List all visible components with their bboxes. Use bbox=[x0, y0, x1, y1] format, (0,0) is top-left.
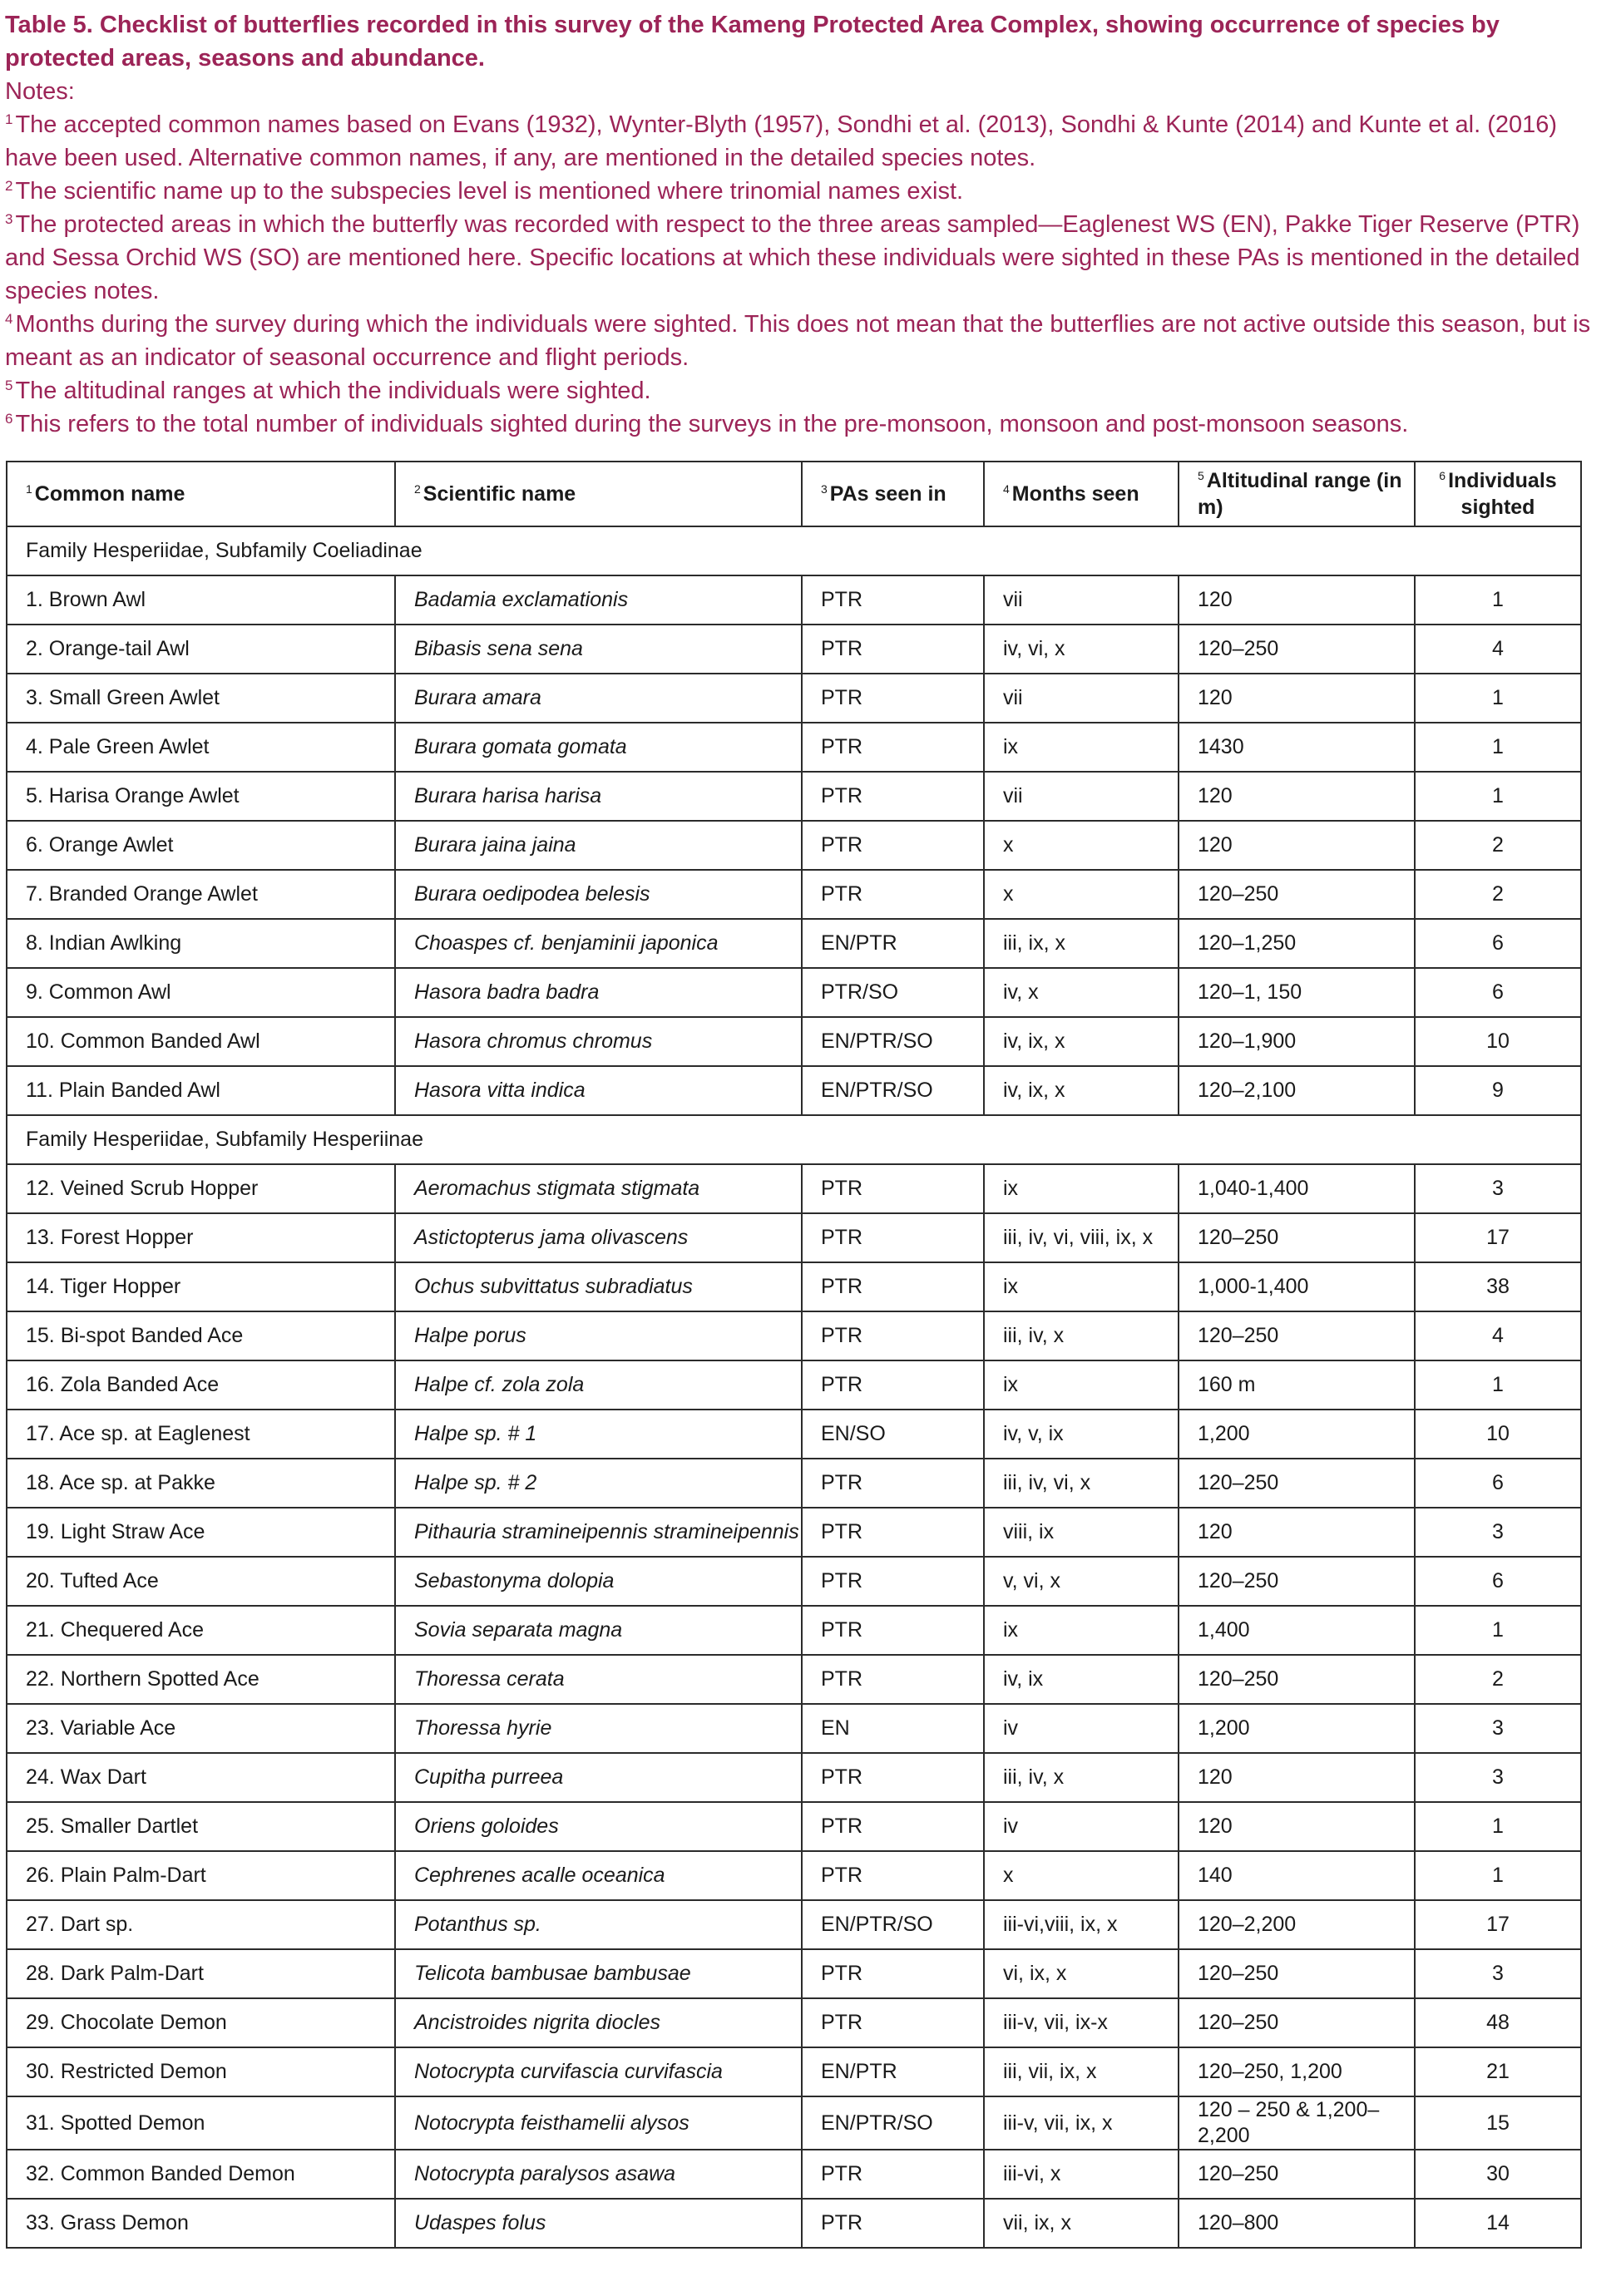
months-cell: iii-v, vii, ix, x bbox=[984, 2096, 1179, 2150]
table-row bbox=[7, 723, 1581, 772]
months-cell: iii-v, vii, ix-x bbox=[984, 1998, 1179, 2047]
table-header-row bbox=[7, 462, 1581, 526]
note-superscript: 3 bbox=[5, 211, 13, 227]
protected-areas-cell: PTR bbox=[802, 870, 984, 919]
common-name-cell: 25. Smaller Dartlet bbox=[7, 1802, 395, 1851]
months-cell: ix bbox=[984, 1262, 1179, 1311]
months-cell: iv bbox=[984, 1802, 1179, 1851]
scientific-name-cell: Bibasis sena sena bbox=[395, 625, 802, 674]
months-cell: vi, ix, x bbox=[984, 1949, 1179, 1998]
table-row bbox=[7, 1753, 1581, 1802]
protected-areas-cell: EN/PTR/SO bbox=[802, 1900, 984, 1949]
table-row bbox=[7, 1164, 1581, 1213]
months-cell: v, vi, x bbox=[984, 1557, 1179, 1606]
table-row bbox=[7, 1066, 1581, 1115]
protected-areas-cell: PTR bbox=[802, 1360, 984, 1410]
header-label: Common name bbox=[34, 482, 185, 506]
table-row bbox=[7, 1949, 1581, 1998]
altitude-cell: 140 bbox=[1179, 1851, 1415, 1900]
scientific-name-cell: Notocrypta feisthamelii alysos bbox=[395, 2096, 802, 2150]
individuals-cell: 6 bbox=[1415, 1459, 1581, 1508]
altitude-cell: 120 bbox=[1179, 821, 1415, 870]
common-name-cell: 14. Tiger Hopper bbox=[7, 1262, 395, 1311]
protected-areas-cell: EN/PTR/SO bbox=[802, 1066, 984, 1115]
table-row bbox=[7, 1262, 1581, 1311]
individuals-cell: 9 bbox=[1415, 1066, 1581, 1115]
table-row bbox=[7, 2047, 1581, 2096]
altitude-cell: 1430 bbox=[1179, 723, 1415, 772]
common-name-cell: 2. Orange-tail Awl bbox=[7, 625, 395, 674]
scientific-name-cell: Burara jaina jaina bbox=[395, 821, 802, 870]
months-cell: x bbox=[984, 1851, 1179, 1900]
months-cell: iv, ix, x bbox=[984, 1017, 1179, 1066]
scientific-name-cell: Cephrenes acalle oceanica bbox=[395, 1851, 802, 1900]
scientific-name-cell: Halpe porus bbox=[395, 1311, 802, 1360]
months-cell: iv, ix bbox=[984, 1655, 1179, 1704]
altitude-cell: 1,040-1,400 bbox=[1179, 1164, 1415, 1213]
table-row bbox=[7, 1508, 1581, 1557]
protected-areas-cell: PTR bbox=[802, 1508, 984, 1557]
scientific-name-cell: Oriens goloides bbox=[395, 1802, 802, 1851]
common-name-cell: 13. Forest Hopper bbox=[7, 1213, 395, 1262]
note-superscript: 5 bbox=[5, 378, 13, 393]
note-line bbox=[5, 175, 1613, 208]
protected-areas-cell: EN/PTR/SO bbox=[802, 1017, 984, 1066]
altitude-cell: 1,400 bbox=[1179, 1606, 1415, 1655]
common-name-cell: 16. Zola Banded Ace bbox=[7, 1360, 395, 1410]
altitude-cell: 120–1, 150 bbox=[1179, 968, 1415, 1017]
notes-label: Notes: bbox=[5, 78, 75, 105]
individuals-cell: 14 bbox=[1415, 2199, 1581, 2248]
header-superscript: 6 bbox=[1439, 469, 1446, 482]
common-name-cell: 5. Harisa Orange Awlet bbox=[7, 772, 395, 821]
protected-areas-cell: PTR bbox=[802, 1311, 984, 1360]
table-row bbox=[7, 1655, 1581, 1704]
note-superscript: 6 bbox=[5, 411, 13, 427]
common-name-cell: 7. Branded Orange Awlet bbox=[7, 870, 395, 919]
common-name-cell: 11. Plain Banded Awl bbox=[7, 1066, 395, 1115]
notes-list bbox=[5, 108, 1613, 441]
protected-areas-cell: PTR bbox=[802, 1998, 984, 2047]
common-name-cell: 28. Dark Palm-Dart bbox=[7, 1949, 395, 1998]
altitude-cell: 120–250 bbox=[1179, 1998, 1415, 2047]
altitude-cell: 120–250 bbox=[1179, 1655, 1415, 1704]
common-name-cell: 10. Common Banded Awl bbox=[7, 1017, 395, 1066]
common-name-cell: 22. Northern Spotted Ace bbox=[7, 1655, 395, 1704]
altitude-cell: 120–1,250 bbox=[1179, 919, 1415, 968]
altitude-cell: 120–250 bbox=[1179, 2150, 1415, 2199]
protected-areas-cell: PTR bbox=[802, 1262, 984, 1311]
table-title: Table 5. Checklist of butterflies recorded in this survey of the Kameng Protected Area Complex, showing occurrence of species by protected areas, seasons and abundance. bbox=[5, 12, 1500, 72]
table-row bbox=[7, 821, 1581, 870]
months-cell: iv, ix, x bbox=[984, 1066, 1179, 1115]
altitude-cell: 120–250, 1,200 bbox=[1179, 2047, 1415, 2096]
scientific-name-cell: Telicota bambusae bambusae bbox=[395, 1949, 802, 1998]
header-label: PAs seen in bbox=[829, 482, 946, 506]
common-name-cell: 6. Orange Awlet bbox=[7, 821, 395, 870]
table-row bbox=[7, 674, 1581, 723]
note-superscript: 1 bbox=[5, 111, 13, 127]
scientific-name-cell: Notocrypta curvifascia curvifascia bbox=[395, 2047, 802, 2096]
months-cell: iii, iv, vi, viii, ix, x bbox=[984, 1213, 1179, 1262]
individuals-cell: 1 bbox=[1415, 723, 1581, 772]
table-row bbox=[7, 1459, 1581, 1508]
individuals-cell: 17 bbox=[1415, 1213, 1581, 1262]
months-cell: ix bbox=[984, 1360, 1179, 1410]
months-cell: iii, iv, x bbox=[984, 1753, 1179, 1802]
common-name-cell: 21. Chequered Ace bbox=[7, 1606, 395, 1655]
individuals-cell: 1 bbox=[1415, 1360, 1581, 1410]
months-cell: vii bbox=[984, 772, 1179, 821]
butterfly-checklist-table bbox=[6, 461, 1582, 2249]
common-name-cell: 18. Ace sp. at Pakke bbox=[7, 1459, 395, 1508]
scientific-name-cell: Aeromachus stigmata stigmata bbox=[395, 1164, 802, 1213]
table-row bbox=[7, 1704, 1581, 1753]
common-name-cell: 31. Spotted Demon bbox=[7, 2096, 395, 2150]
table-row bbox=[7, 1851, 1581, 1900]
header-superscript: 1 bbox=[26, 482, 32, 496]
common-name-cell: 9. Common Awl bbox=[7, 968, 395, 1017]
note-line bbox=[5, 308, 1613, 374]
altitude-cell: 120–250 bbox=[1179, 1213, 1415, 1262]
individuals-cell: 1 bbox=[1415, 1606, 1581, 1655]
months-cell: ix bbox=[984, 723, 1179, 772]
column-header bbox=[984, 462, 1179, 526]
individuals-cell: 1 bbox=[1415, 674, 1581, 723]
scientific-name-cell: Halpe sp. # 2 bbox=[395, 1459, 802, 1508]
altitude-cell: 120 bbox=[1179, 674, 1415, 723]
header-superscript: 5 bbox=[1198, 469, 1204, 482]
common-name-cell: 15. Bi-spot Banded Ace bbox=[7, 1311, 395, 1360]
note-superscript: 2 bbox=[5, 178, 13, 194]
table-row bbox=[7, 625, 1581, 674]
individuals-cell: 3 bbox=[1415, 1704, 1581, 1753]
family-label: Family Hesperiidae, Subfamily Coeliadinae bbox=[7, 526, 1581, 575]
scientific-name-cell: Astictopterus jama olivascens bbox=[395, 1213, 802, 1262]
altitude-cell: 120–1,900 bbox=[1179, 1017, 1415, 1066]
protected-areas-cell: PTR bbox=[802, 1851, 984, 1900]
months-cell: ix bbox=[984, 1164, 1179, 1213]
table-row bbox=[7, 2150, 1581, 2199]
altitude-cell: 120–2,100 bbox=[1179, 1066, 1415, 1115]
individuals-cell: 38 bbox=[1415, 1262, 1581, 1311]
table-row bbox=[7, 1606, 1581, 1655]
header-superscript: 3 bbox=[821, 482, 828, 496]
altitude-cell: 120–250 bbox=[1179, 1557, 1415, 1606]
individuals-cell: 48 bbox=[1415, 1998, 1581, 2047]
table-row bbox=[7, 1900, 1581, 1949]
protected-areas-cell: PTR bbox=[802, 2199, 984, 2248]
table-body bbox=[7, 526, 1581, 2248]
months-cell: iii, iv, x bbox=[984, 1311, 1179, 1360]
altitude-cell: 1,000-1,400 bbox=[1179, 1262, 1415, 1311]
altitude-cell: 120 bbox=[1179, 1753, 1415, 1802]
table-row bbox=[7, 1360, 1581, 1410]
altitude-cell: 120–250 bbox=[1179, 1949, 1415, 1998]
protected-areas-cell: PTR/SO bbox=[802, 968, 984, 1017]
table-row bbox=[7, 968, 1581, 1017]
table-caption bbox=[5, 8, 1613, 441]
header-label: Scientific name bbox=[423, 482, 576, 506]
common-name-cell: 27. Dart sp. bbox=[7, 1900, 395, 1949]
scientific-name-cell: Potanthus sp. bbox=[395, 1900, 802, 1949]
months-cell: iii, ix, x bbox=[984, 919, 1179, 968]
table-row bbox=[7, 1557, 1581, 1606]
months-cell: iv, x bbox=[984, 968, 1179, 1017]
months-cell: vii, ix, x bbox=[984, 2199, 1179, 2248]
months-cell: iv bbox=[984, 1704, 1179, 1753]
common-name-cell: 32. Common Banded Demon bbox=[7, 2150, 395, 2199]
column-header bbox=[7, 462, 395, 526]
months-cell: iii, iv, vi, x bbox=[984, 1459, 1179, 1508]
protected-areas-cell: PTR bbox=[802, 674, 984, 723]
common-name-cell: 3. Small Green Awlet bbox=[7, 674, 395, 723]
scientific-name-cell: Hasora chromus chromus bbox=[395, 1017, 802, 1066]
note-line bbox=[5, 108, 1613, 175]
individuals-cell: 17 bbox=[1415, 1900, 1581, 1949]
table-row bbox=[7, 1802, 1581, 1851]
individuals-cell: 2 bbox=[1415, 821, 1581, 870]
individuals-cell: 4 bbox=[1415, 1311, 1581, 1360]
altitude-cell: 120–800 bbox=[1179, 2199, 1415, 2248]
altitude-cell: 1,200 bbox=[1179, 1410, 1415, 1459]
protected-areas-cell: PTR bbox=[802, 772, 984, 821]
scientific-name-cell: Burara oedipodea belesis bbox=[395, 870, 802, 919]
scientific-name-cell: Sebastonyma dolopia bbox=[395, 1557, 802, 1606]
scientific-name-cell: Hasora vitta indica bbox=[395, 1066, 802, 1115]
protected-areas-cell: PTR bbox=[802, 1753, 984, 1802]
column-header bbox=[1179, 462, 1415, 526]
individuals-cell: 21 bbox=[1415, 2047, 1581, 2096]
note-line bbox=[5, 407, 1613, 441]
individuals-cell: 3 bbox=[1415, 1164, 1581, 1213]
months-cell: vii bbox=[984, 674, 1179, 723]
scientific-name-cell: Halpe sp. # 1 bbox=[395, 1410, 802, 1459]
note-line bbox=[5, 208, 1613, 308]
months-cell: iv, vi, x bbox=[984, 625, 1179, 674]
scientific-name-cell: Burara amara bbox=[395, 674, 802, 723]
common-name-cell: 23. Variable Ace bbox=[7, 1704, 395, 1753]
note-text: The altitudinal ranges at which the individuals were sighted. bbox=[15, 378, 651, 404]
months-cell: x bbox=[984, 870, 1179, 919]
individuals-cell: 1 bbox=[1415, 772, 1581, 821]
protected-areas-cell: EN/PTR bbox=[802, 919, 984, 968]
altitude-cell: 160 m bbox=[1179, 1360, 1415, 1410]
protected-areas-cell: EN bbox=[802, 1704, 984, 1753]
individuals-cell: 2 bbox=[1415, 870, 1581, 919]
protected-areas-cell: PTR bbox=[802, 625, 984, 674]
scientific-name-cell: Halpe cf. zola zola bbox=[395, 1360, 802, 1410]
scientific-name-cell: Choaspes cf. benjaminii japonica bbox=[395, 919, 802, 968]
months-cell: ix bbox=[984, 1606, 1179, 1655]
protected-areas-cell: PTR bbox=[802, 1655, 984, 1704]
individuals-cell: 6 bbox=[1415, 919, 1581, 968]
table-row bbox=[7, 575, 1581, 625]
protected-areas-cell: PTR bbox=[802, 1949, 984, 1998]
individuals-cell: 15 bbox=[1415, 2096, 1581, 2150]
protected-areas-cell: PTR bbox=[802, 1459, 984, 1508]
protected-areas-cell: PTR bbox=[802, 1164, 984, 1213]
column-header bbox=[802, 462, 984, 526]
scientific-name-cell: Badamia exclamationis bbox=[395, 575, 802, 625]
note-text: Months during the survey during which the individuals were sighted. This does not mean that the butterflies are not active outside this season, but is meant as an indicator of seasonal occurrence and flight periods. bbox=[5, 311, 1591, 371]
scientific-name-cell: Burara gomata gomata bbox=[395, 723, 802, 772]
protected-areas-cell: PTR bbox=[802, 1606, 984, 1655]
individuals-cell: 2 bbox=[1415, 1655, 1581, 1704]
protected-areas-cell: PTR bbox=[802, 821, 984, 870]
common-name-cell: 19. Light Straw Ace bbox=[7, 1508, 395, 1557]
common-name-cell: 8. Indian Awlking bbox=[7, 919, 395, 968]
table-row bbox=[7, 1998, 1581, 2047]
months-cell: viii, ix bbox=[984, 1508, 1179, 1557]
table-row bbox=[7, 1311, 1581, 1360]
scientific-name-cell: Pithauria stramineipennis stramineipennis bbox=[395, 1508, 802, 1557]
common-name-cell: 24. Wax Dart bbox=[7, 1753, 395, 1802]
altitude-cell: 1,200 bbox=[1179, 1704, 1415, 1753]
common-name-cell: 1. Brown Awl bbox=[7, 575, 395, 625]
scientific-name-cell: Udaspes folus bbox=[395, 2199, 802, 2248]
months-cell: iii-vi,viii, ix, x bbox=[984, 1900, 1179, 1949]
protected-areas-cell: PTR bbox=[802, 575, 984, 625]
common-name-cell: 17. Ace sp. at Eaglenest bbox=[7, 1410, 395, 1459]
column-header bbox=[1415, 462, 1581, 526]
altitude-cell: 120–250 bbox=[1179, 1311, 1415, 1360]
table-row bbox=[7, 772, 1581, 821]
note-text: This refers to the total number of individuals sighted during the surveys in the pre-monsoon, monsoon and post-monsoon seasons. bbox=[15, 411, 1409, 437]
months-cell: iii-vi, x bbox=[984, 2150, 1179, 2199]
protected-areas-cell: PTR bbox=[802, 2150, 984, 2199]
individuals-cell: 1 bbox=[1415, 575, 1581, 625]
individuals-cell: 1 bbox=[1415, 1851, 1581, 1900]
protected-areas-cell: PTR bbox=[802, 1557, 984, 1606]
individuals-cell: 1 bbox=[1415, 1802, 1581, 1851]
scientific-name-cell: Burara harisa harisa bbox=[395, 772, 802, 821]
altitude-cell: 120 bbox=[1179, 1802, 1415, 1851]
table-row bbox=[7, 1017, 1581, 1066]
individuals-cell: 6 bbox=[1415, 968, 1581, 1017]
note-superscript: 4 bbox=[5, 311, 13, 327]
note-text: The scientific name up to the subspecies level is mentioned where trinomial names exist. bbox=[15, 178, 964, 205]
individuals-cell: 3 bbox=[1415, 1949, 1581, 1998]
table-row bbox=[7, 2199, 1581, 2248]
common-name-cell: 20. Tufted Ace bbox=[7, 1557, 395, 1606]
protected-areas-cell: EN/PTR/SO bbox=[802, 2096, 984, 2150]
table-row bbox=[7, 919, 1581, 968]
altitude-cell: 120 bbox=[1179, 772, 1415, 821]
common-name-cell: 26. Plain Palm-Dart bbox=[7, 1851, 395, 1900]
common-name-cell: 4. Pale Green Awlet bbox=[7, 723, 395, 772]
family-row bbox=[7, 1115, 1581, 1164]
altitude-cell: 120–2,200 bbox=[1179, 1900, 1415, 1949]
column-header bbox=[395, 462, 802, 526]
altitude-cell: 120 bbox=[1179, 575, 1415, 625]
individuals-cell: 6 bbox=[1415, 1557, 1581, 1606]
scientific-name-cell: Notocrypta paralysos asawa bbox=[395, 2150, 802, 2199]
common-name-cell: 12. Veined Scrub Hopper bbox=[7, 1164, 395, 1213]
table-row bbox=[7, 2096, 1581, 2150]
protected-areas-cell: EN/SO bbox=[802, 1410, 984, 1459]
common-name-cell: 30. Restricted Demon bbox=[7, 2047, 395, 2096]
header-label: Individuals sighted bbox=[1448, 469, 1557, 519]
note-text: The protected areas in which the butterfly was recorded with respect to the three areas sampled—Eaglenest WS (EN), Pakke Tiger Reserve (PTR) and Sessa Orchid WS (SO) are mentioned here. Specific locations at which these individuals were sighted in these PAs is mentioned in the detailed species notes. bbox=[5, 211, 1580, 304]
individuals-cell: 10 bbox=[1415, 1017, 1581, 1066]
altitude-cell: 120 – 250 & 1,200–2,200 bbox=[1179, 2096, 1415, 2150]
months-cell: vii bbox=[984, 575, 1179, 625]
scientific-name-cell: Ancistroides nigrita diocles bbox=[395, 1998, 802, 2047]
family-row bbox=[7, 526, 1581, 575]
header-superscript: 2 bbox=[414, 482, 421, 496]
protected-areas-cell: PTR bbox=[802, 1213, 984, 1262]
table-row bbox=[7, 1213, 1581, 1262]
common-name-cell: 33. Grass Demon bbox=[7, 2199, 395, 2248]
table-row bbox=[7, 1410, 1581, 1459]
note-text: The accepted common names based on Evans (1932), Wynter-Blyth (1957), Sondhi et al. (2013), Sondhi & Kunte (2014) and Kunte et al. (2016) have been used. Alternative common names, if any, are mentioned in the detailed species notes. bbox=[5, 111, 1558, 171]
individuals-cell: 3 bbox=[1415, 1753, 1581, 1802]
protected-areas-cell: EN/PTR bbox=[802, 2047, 984, 2096]
months-cell: x bbox=[984, 821, 1179, 870]
scientific-name-cell: Sovia separata magna bbox=[395, 1606, 802, 1655]
scientific-name-cell: Thoressa hyrie bbox=[395, 1704, 802, 1753]
note-line bbox=[5, 374, 1613, 407]
individuals-cell: 30 bbox=[1415, 2150, 1581, 2199]
months-cell: iii, vii, ix, x bbox=[984, 2047, 1179, 2096]
family-label: Family Hesperiidae, Subfamily Hesperiinae bbox=[7, 1115, 1581, 1164]
scientific-name-cell: Hasora badra badra bbox=[395, 968, 802, 1017]
scientific-name-cell: Cupitha purreea bbox=[395, 1753, 802, 1802]
scientific-name-cell: Thoressa cerata bbox=[395, 1655, 802, 1704]
table-row bbox=[7, 870, 1581, 919]
altitude-cell: 120 bbox=[1179, 1508, 1415, 1557]
common-name-cell: 29. Chocolate Demon bbox=[7, 1998, 395, 2047]
scientific-name-cell: Ochus subvittatus subradiatus bbox=[395, 1262, 802, 1311]
individuals-cell: 3 bbox=[1415, 1508, 1581, 1557]
altitude-cell: 120–250 bbox=[1179, 625, 1415, 674]
months-cell: iv, v, ix bbox=[984, 1410, 1179, 1459]
altitude-cell: 120–250 bbox=[1179, 1459, 1415, 1508]
header-label: Altitudinal range (in m) bbox=[1198, 469, 1402, 519]
individuals-cell: 10 bbox=[1415, 1410, 1581, 1459]
altitude-cell: 120–250 bbox=[1179, 870, 1415, 919]
header-label: Months seen bbox=[1011, 482, 1139, 506]
protected-areas-cell: PTR bbox=[802, 1802, 984, 1851]
header-superscript: 4 bbox=[1003, 482, 1010, 496]
protected-areas-cell: PTR bbox=[802, 723, 984, 772]
individuals-cell: 4 bbox=[1415, 625, 1581, 674]
